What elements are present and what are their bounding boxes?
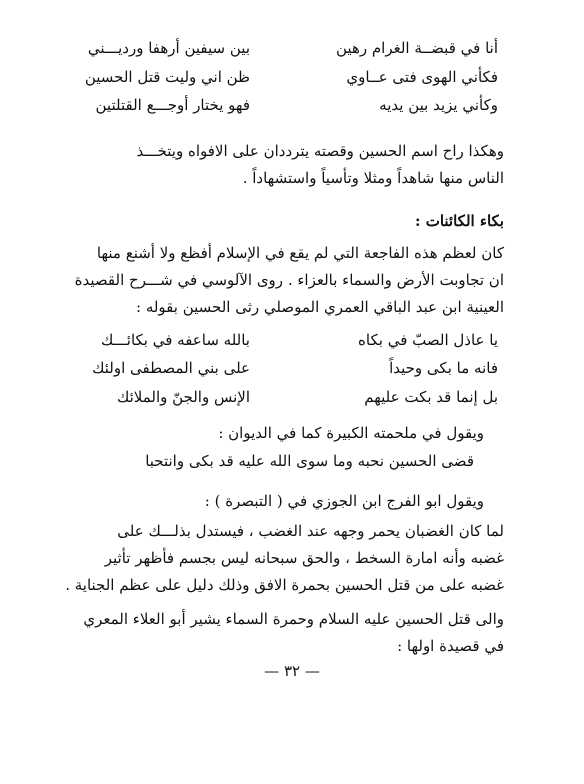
hemistich-first: فانه ما بكى وحيداً — [389, 359, 498, 377]
paragraph — [74, 240, 504, 321]
verse-line — [80, 387, 498, 407]
hemistich-first: وكأني يزيد بين يديه — [379, 96, 498, 114]
paragraph — [79, 138, 504, 192]
page-number: — ٣٢ — — [264, 662, 320, 680]
paragraph-line: وهكذا راح اسم الحسين وقصته يترددان على الافواه ويتخـــذ — [136, 142, 504, 160]
paragraph-line: العينية ابن عبد الباقي العمري الموصلي رثى الحسين بقوله : — [136, 298, 504, 316]
paragraph-line: غضبه وأنه امارة السخط ، والحق سبحانه ليس بجسم فأظهر تأثير — [104, 549, 504, 567]
hemistich-second: بالله ساعفه في بكائـــك — [100, 331, 250, 349]
hemistich-second: ظن اني وليت قتل الحسين — [84, 68, 250, 86]
hemistich-second: بين سيفين أرهفا ورديـــني — [87, 39, 250, 57]
quote-intro: ويقول في ملحمته الكبيرة كما في الديوان : — [218, 424, 484, 442]
paragraph-line: والى قتل الحسين عليه السلام وحمرة السماء يشير أبو العلاء المعري — [83, 610, 504, 628]
verse-line — [80, 358, 498, 378]
paragraph-line: كان لعظم هذه الفاجعة التي لم يقع في الإسلام أفظع ولا أشنع منها — [96, 244, 504, 262]
paragraph — [79, 606, 504, 660]
hemistich-second: على بني المصطفى اولئك — [92, 359, 250, 377]
paragraph — [65, 518, 504, 599]
hemistich-first: فكأني الهوى فتى عــاوي — [346, 68, 498, 86]
verse-line — [80, 38, 498, 58]
verse-line-single: قضى الحسين نحبه وما سوى الله عليه قد بكى وانتحبا — [145, 452, 474, 470]
hemistich-second: الإنس والجنّ والملائك — [116, 388, 250, 406]
paragraph-line: ان تجاوبت الأرض والسماء بالعزاء . روى الآلوسي في شـــرح القصيدة — [74, 271, 504, 289]
paragraph-line: الناس منها شاهداً ومثلا وتأسياً واستشهاداً . — [242, 169, 504, 187]
verse-line — [80, 67, 498, 87]
verse-line — [80, 95, 498, 115]
verse-line — [80, 330, 498, 350]
paragraph-line: في قصيدة اولها : — [397, 637, 504, 655]
section-heading: بكاء الكائنات : — [414, 212, 504, 230]
paragraph-line: غضبه على من قتل الحسين بحمرة الافق وذلك دليل على عظم الجناية . — [65, 576, 504, 594]
paragraph-line: لما كان الغضبان يحمر وجهه عند الغضب ، فيستدل بذلـــك على — [117, 522, 504, 540]
hemistich-first: أنا في قبضــة الغرام رهين — [336, 39, 498, 57]
hemistich-second: فهو يختار أوجـــع القتلتين — [95, 96, 250, 114]
hemistich-first: بل إنما قد بكت عليهم — [364, 388, 498, 406]
quote-intro: ويقول ابو الفرج ابن الجوزي في ( التبصرة ) : — [204, 492, 484, 510]
hemistich-first: يا عاذل الصبّ في بكاه — [358, 331, 498, 349]
